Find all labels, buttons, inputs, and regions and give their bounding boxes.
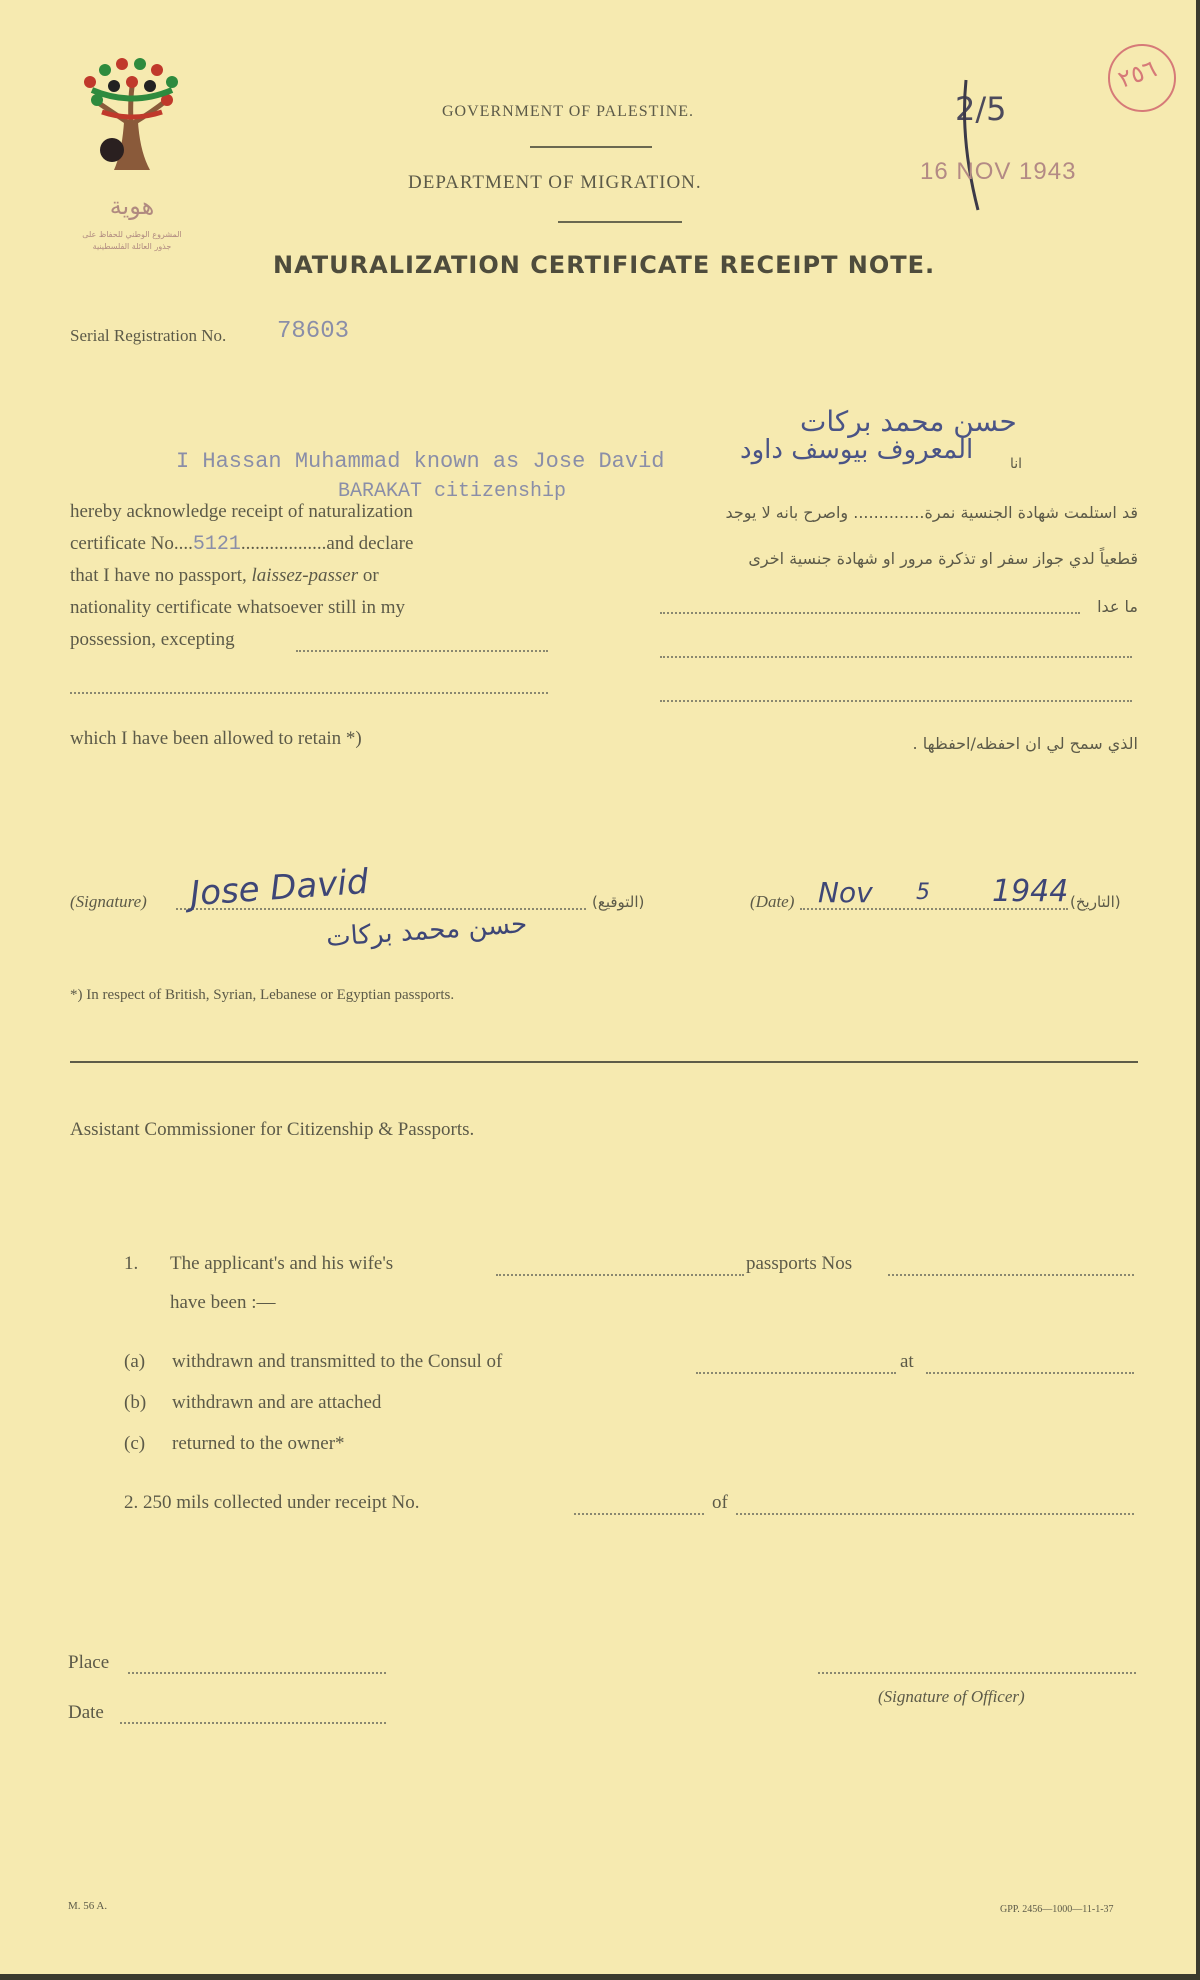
arabic-ana: انا	[1010, 456, 1023, 472]
date-month-handwritten: Nov	[818, 876, 873, 909]
dotted-line	[120, 1722, 386, 1724]
item-c-label: (c)	[124, 1433, 146, 1454]
date-label: (Date)	[750, 892, 795, 911]
dotted-line	[70, 692, 548, 694]
item-c-text: returned to the owner*	[172, 1433, 345, 1454]
dotted-line	[926, 1372, 1134, 1374]
typed-name: I Hassan Muhammad known as Jose David	[176, 449, 665, 474]
declaration-line-3	[70, 565, 379, 587]
office-heading: Assistant Commissioner for Citizenship & Passports.	[70, 1119, 475, 1140]
print-code: GPP. 2456—1000—11-1-37	[1000, 1904, 1114, 1915]
officer-signature-label: (Signature of Officer)	[878, 1687, 1025, 1706]
item-1-text: The applicant's and his wife's	[170, 1253, 394, 1274]
corner-number: ٢٥٦	[1114, 54, 1161, 94]
item-1-number: 1.	[124, 1253, 139, 1274]
dotted-line	[660, 700, 1132, 702]
declaration-line-3a: that I have no passport,	[70, 565, 247, 586]
date-label-arabic: (التاريخ)	[1070, 893, 1121, 911]
dotted-line	[128, 1672, 386, 1674]
family-tree-icon	[72, 52, 192, 192]
declare-text: ..................and declare	[240, 533, 414, 554]
footnote: *) In respect of British, Syrian, Lebanese or Egyptian passports.	[70, 987, 455, 1003]
arabic-line-4: الذي سمح لي ان احفظه/احفظها .	[912, 734, 1138, 753]
place-label: Place	[68, 1652, 110, 1673]
signature-handwritten-arabic: حسن محمد بركات	[325, 909, 529, 953]
pen-stroke	[948, 70, 998, 220]
dotted-line	[496, 1274, 744, 1276]
arabic-known-as: المعروف بيوسف داود	[740, 435, 974, 465]
divider	[530, 146, 652, 148]
item-b-text: withdrawn and are attached	[172, 1392, 382, 1413]
declaration-line-3c: or	[362, 565, 379, 586]
department-heading: DEPARTMENT OF MIGRATION.	[408, 172, 702, 193]
arabic-line-1: قد استلمت شهادة الجنسية نمرة.............. واصرح بانه لا يوجد	[725, 503, 1138, 522]
officer-signature-line	[818, 1672, 1136, 1674]
dotted-line	[574, 1513, 704, 1515]
laissez-passer-text: laissez-passer	[251, 565, 359, 586]
logo-caption-1: المشروع الوطني للحفاظ على	[82, 230, 182, 239]
dotted-line	[660, 612, 1080, 614]
file-fraction-handwritten: 2/5	[955, 90, 1007, 128]
form-code: M. 56 A.	[68, 1900, 108, 1912]
dotted-line	[888, 1274, 1134, 1276]
dotted-line	[736, 1513, 1134, 1515]
item-2-of: of	[712, 1492, 728, 1513]
item-a-at: at	[900, 1351, 914, 1372]
certificate-number: 5121	[192, 533, 241, 556]
declaration-line-4: nationality certificate whatsoever still in my	[70, 597, 406, 618]
logo-arabic-name: هوية	[109, 192, 155, 220]
signature-label-arabic: (التوقيع)	[592, 893, 645, 911]
signature-label: (Signature)	[70, 892, 147, 911]
logo-caption-2: جذور العائلة الفلسطينية	[92, 242, 172, 251]
item-b-label: (b)	[124, 1392, 147, 1413]
date-stamp: 16 NOV 1943	[920, 158, 1077, 185]
serial-label: Serial Registration No.	[70, 326, 227, 345]
typed-surname: BARAKAT citizenship	[338, 480, 567, 503]
certificate-label-text: certificate No....	[70, 533, 193, 554]
date-year-handwritten: 1944	[992, 874, 1069, 909]
serial-number: 78603	[277, 318, 350, 345]
date-day-handwritten: 5	[916, 880, 930, 905]
item-1-passports: passports Nos	[746, 1253, 853, 1274]
arabic-line-2: قطعياً لدي جواز سفر او تذكرة مرور او شهادة جنسية اخرى	[748, 549, 1138, 568]
document-title: NATURALIZATION CERTIFICATE RECEIPT NOTE.	[273, 251, 936, 279]
signature-handwritten: Jose David	[188, 861, 370, 915]
organization-logo	[72, 52, 192, 262]
arabic-handwritten-name: حسن محمد بركات	[800, 405, 1017, 438]
dotted-line	[696, 1372, 896, 1374]
item-2-text: 2. 250 mils collected under receipt No.	[124, 1492, 420, 1513]
certificate-label	[70, 533, 413, 556]
item-a-label: (a)	[124, 1351, 146, 1372]
arabic-line-3: ما عدا	[1097, 597, 1138, 616]
bottom-date-label: Date	[68, 1702, 104, 1723]
item-a-text: withdrawn and transmitted to the Consul of	[172, 1351, 503, 1372]
dotted-line	[660, 656, 1132, 658]
government-heading: GOVERNMENT OF PALESTINE.	[442, 103, 695, 120]
section-divider	[70, 1061, 1138, 1063]
item-1-line-2: have been :—	[170, 1292, 276, 1313]
divider	[558, 221, 682, 223]
dotted-line	[296, 650, 548, 652]
declaration-line-7: which I have been allowed to retain *)	[70, 728, 362, 749]
declaration-line-5: possession, excepting	[70, 629, 235, 650]
declaration-line-1: hereby acknowledge receipt of naturalization	[70, 501, 413, 522]
